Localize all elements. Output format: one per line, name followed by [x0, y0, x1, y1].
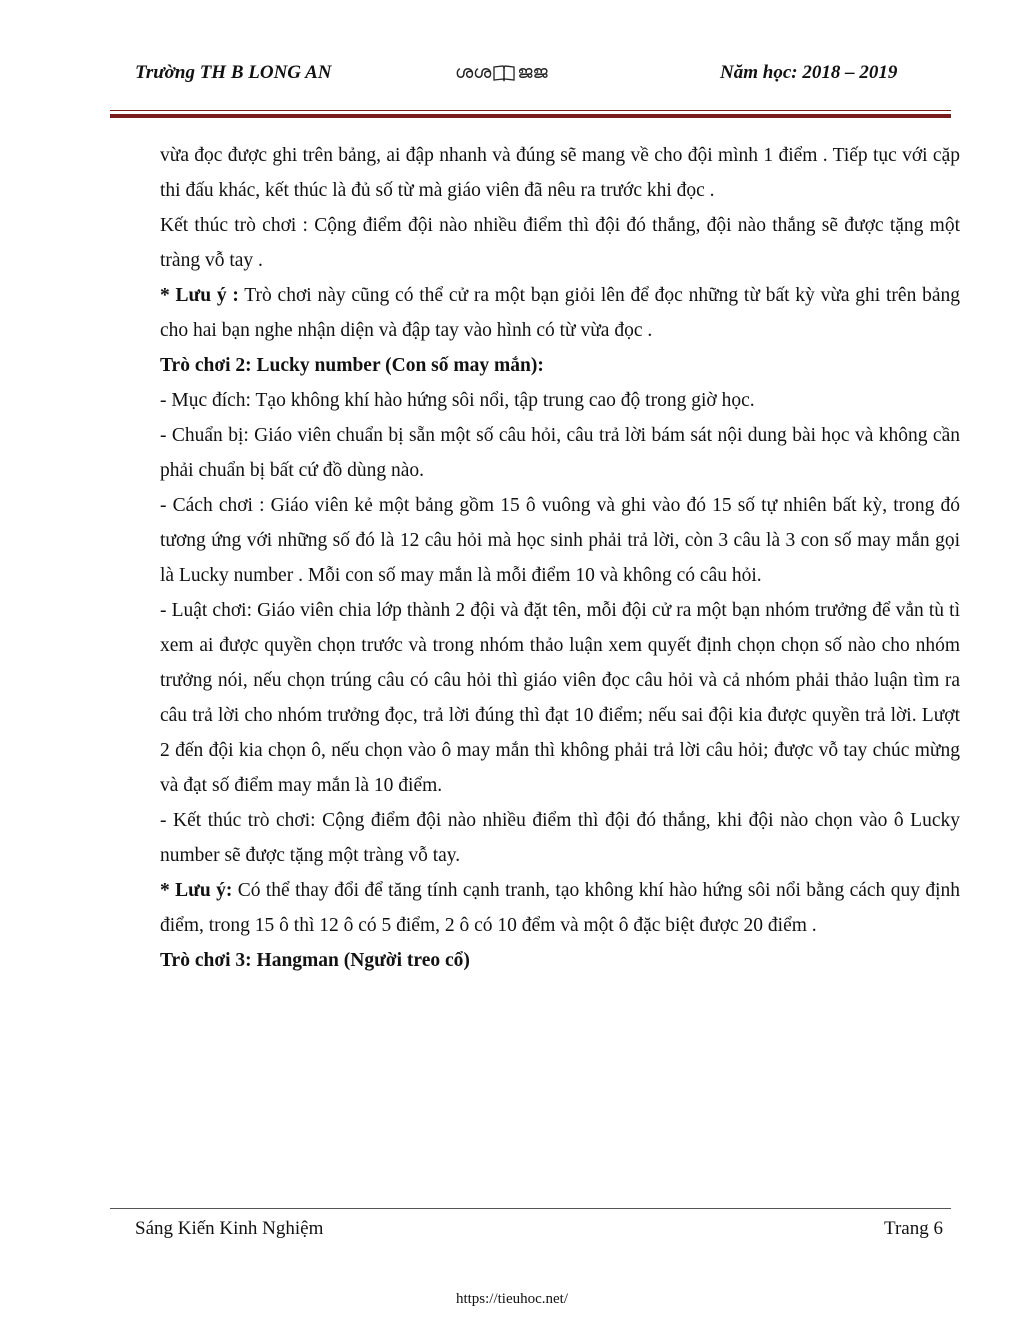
ornament-left: ശശ — [455, 62, 492, 82]
page-header — [0, 58, 1024, 88]
ornament-right: ജജ — [517, 62, 548, 82]
paragraph: - Chuẩn bị: Giáo viên chuẩn bị sẵn một số câu hỏi, câu trả lời bám sát nội dung bài học và không cần phải chuẩn bị bất cứ đồ dùng nào. — [160, 425, 960, 481]
page-number: Trang 6 — [884, 1218, 943, 1239]
book-icon — [493, 64, 515, 82]
note-text: Có thể thay đổi để tăng tính cạnh tranh, tạo không khí hào hứng sôi nổi bằng cách quy định điểm, trong 15 ô thì 12 ô có 5 điểm, 2 ô có 10 đểm và một ô đặc biệt được 20 điểm . — [160, 880, 961, 936]
school-year: Năm học: 2018 – 2019 — [720, 62, 898, 83]
game-2-heading: Trò chơi 2: Lucky number (Con số may mắn): — [160, 355, 544, 376]
paragraph: Kết thúc trò chơi : Cộng điểm đội nào nhiều điểm thì đội đó thắng, đội nào thắng sẽ được tặng một tràng vỗ tay . — [160, 215, 960, 271]
source-url[interactable]: https://tieuhoc.net/ — [455, 1291, 569, 1307]
note-paragraph — [160, 278, 960, 348]
note-label: * Lưu ý: — [160, 880, 233, 901]
paragraph: - Mục đích: Tạo không khí hào hứng sôi nổi, tập trung cao độ trong giờ học. — [160, 390, 755, 411]
note-paragraph — [160, 873, 960, 943]
footer-title: Sáng Kiến Kinh Nghiệm — [135, 1218, 324, 1239]
page-content — [160, 138, 960, 978]
paragraph: vừa đọc được ghi trên bảng, ai đập nhanh và đúng sẽ mang về cho đội mình 1 điểm . Tiếp tục với cặp thi đấu khác, kết thúc là đủ số từ mà giáo viên đã nêu ra trước khi đọc . — [160, 145, 960, 201]
note-label: * Lưu ý : — [160, 285, 239, 306]
header-rule-thin — [110, 110, 951, 111]
game-3-heading: Trò chơi 3: Hangman (Người treo cổ) — [160, 950, 470, 971]
paragraph: - Luật chơi: Giáo viên chia lớp thành 2 đội và đặt tên, mỗi đội cử ra một bạn nhóm trưởng để vẳn tù tì xem ai được quyền chọn trước và trong nhóm thảo luận xem quyết định chọn chọn số nào cho nhóm trưởng nói, nếu chọn trúng câu có câu hỏi thì giáo viên đọc câu hỏi và cả nhóm phải thảo luận tìm ra câu trả lời cho nhóm trưởng đọc, trả lời đúng thì đạt 10 điểm; nếu sai đội kia được quyền trả lời. Lượt 2 đến đội kia chọn ô, nếu chọn vào ô may mắn thì không phải trả lời câu hỏi; được vỗ tay chúc mừng và đạt số điểm may mắn là 10 điểm. — [160, 600, 960, 796]
school-name: Trường TH B LONG AN — [135, 62, 332, 83]
paragraph: - Cách chơi : Giáo viên kẻ một bảng gồm 15 ô vuông và ghi vào đó 15 số tự nhiên bất kỳ, trong đó tương ứng với những số đó là 12 câu hỏi mà học sinh phải trả lời, còn 3 câu là 3 con số may mắn gọi là Lucky number . Mỗi con số may mắn là mỗi điểm 10 và không có câu hỏi. — [160, 495, 960, 586]
paragraph: - Kết thúc trò chơi: Cộng điểm đội nào nhiều điểm thì đội đó thắng, khi đội nào chọn vào ô Lucky number sẽ được tặng một tràng vỗ tay. — [160, 810, 960, 866]
note-text: Trò chơi này cũng có thể cử ra một bạn giỏi lên để đọc những từ bất kỳ vừa ghi trên bảng cho hai bạn nghe nhận diện và đập tay vào hình có từ vừa đọc . — [160, 285, 960, 341]
header-ornament — [455, 62, 548, 83]
footer-rule — [110, 1208, 951, 1209]
header-rule-thick — [110, 114, 951, 118]
